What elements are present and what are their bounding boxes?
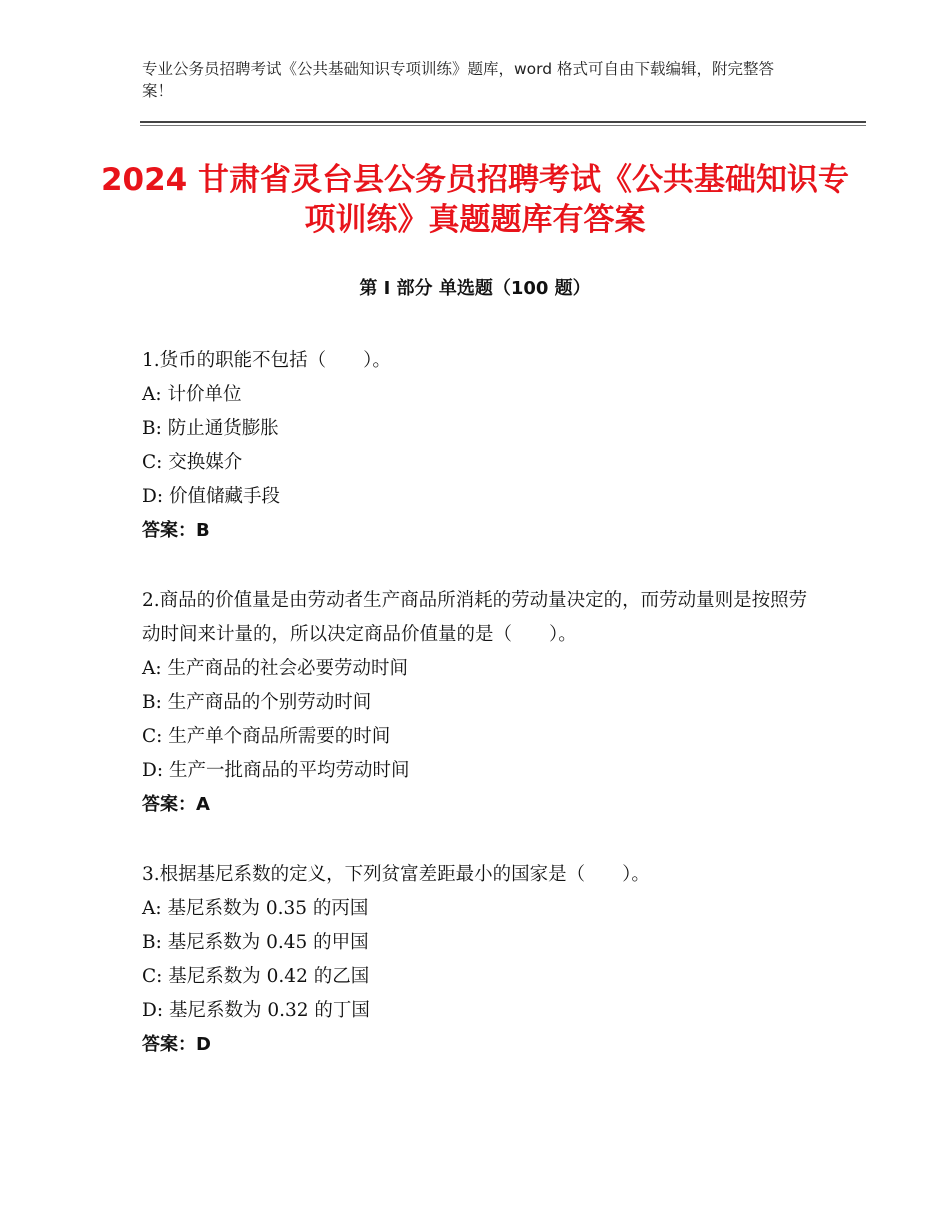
answer: 答案：D (142, 1034, 211, 1055)
option-a: A: 基尼系数为 0.35 的丙国 (142, 898, 369, 919)
header-note: 专业公务员招聘考试《公共基础知识专项训练》题库，word 格式可自由下载编辑，附完整答案！ (142, 60, 775, 100)
question-stem: 2.商品的价值量是由劳动者生产商品所消耗的劳动量决定的，而劳动量则是按照劳动时间来计量的，所以决定商品价值量的是（ ）。 (142, 590, 808, 645)
question-2 (142, 584, 810, 822)
question-list (142, 344, 810, 1098)
option-b: B: 生产商品的个别劳动时间 (142, 692, 372, 713)
option-a: A: 生产商品的社会必要劳动时间 (142, 658, 408, 679)
question-3 (142, 858, 810, 1062)
option-c: C: 生产单个商品所需要的时间 (142, 726, 391, 747)
option-d: D: 生产一批商品的平均劳动时间 (142, 760, 410, 781)
header-divider-thin (140, 125, 866, 126)
option-d: D: 价值储藏手段 (142, 486, 280, 507)
option-b: B: 防止通货膨胀 (142, 418, 279, 439)
question-stem: 1.货币的职能不包括（ ）。 (142, 350, 391, 371)
header-divider-thick (140, 121, 866, 123)
question-stem: 3.根据基尼系数的定义，下列贫富差距最小的国家是（ ）。 (142, 864, 650, 885)
option-d: D: 基尼系数为 0.32 的丁国 (142, 1000, 370, 1021)
option-b: B: 基尼系数为 0.45 的甲国 (142, 932, 369, 953)
question-1 (142, 344, 810, 548)
section-heading: 第 I 部分 单选题（100 题） (359, 278, 591, 299)
answer: 答案：A (142, 794, 210, 815)
option-c: C: 基尼系数为 0.42 的乙国 (142, 966, 370, 987)
document-title: 2024 甘肃省灵台县公务员招聘考试《公共基础知识专项训练》真题题库有答案 (100, 162, 850, 238)
answer: 答案：B (142, 520, 210, 541)
option-a: A: 计价单位 (142, 384, 242, 405)
option-c: C: 交换媒介 (142, 452, 243, 473)
